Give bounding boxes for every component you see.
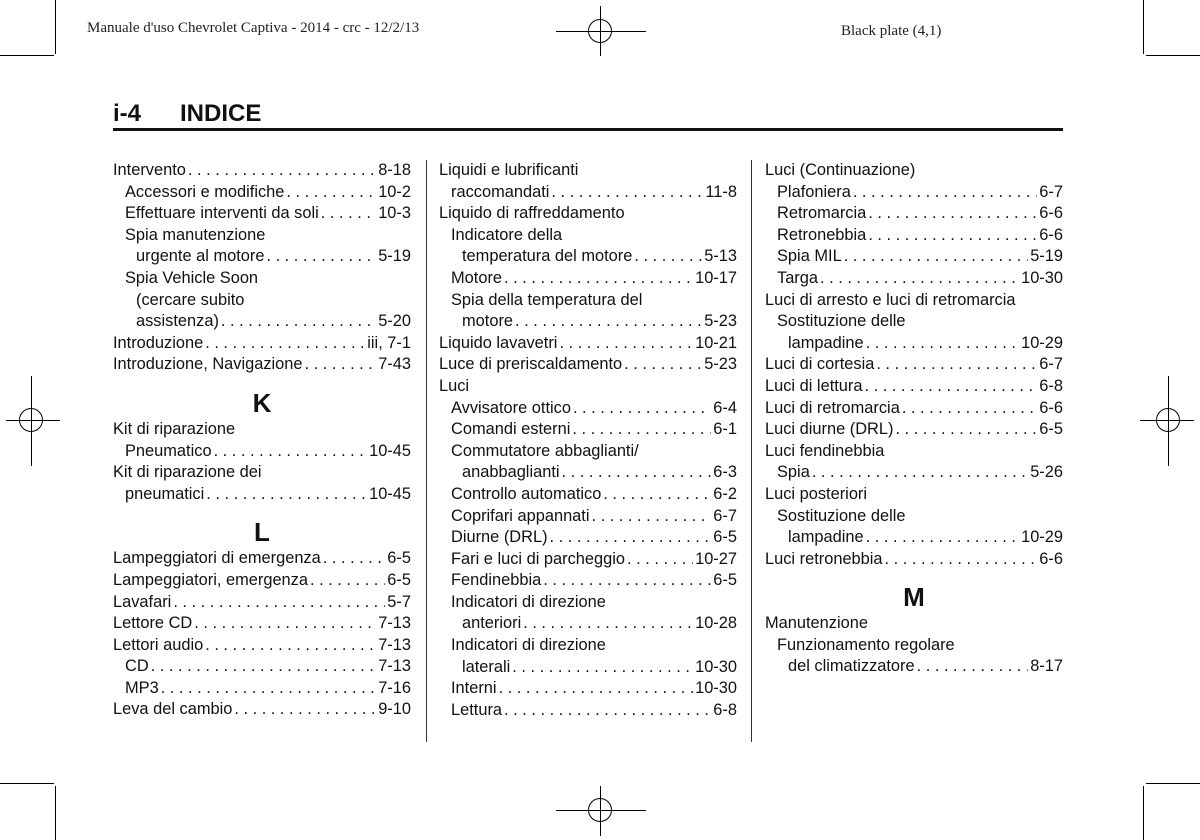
index-entry <box>113 635 411 657</box>
index-entry-page: 5-26 <box>1030 463 1063 482</box>
index-entry <box>439 592 737 614</box>
index-entry-page: 10-30 <box>695 679 737 698</box>
index-entry-text: Accessori e modifiche <box>125 182 285 201</box>
dot-leader <box>173 592 385 614</box>
dot-leader <box>592 506 712 528</box>
index-entry <box>439 225 737 247</box>
index-entry-text: urgente al motore <box>136 247 265 266</box>
index-entry-text: Luci <box>439 376 470 395</box>
index-entry-text: Interni <box>451 679 497 698</box>
index-entry-page: 6-1 <box>713 420 737 439</box>
index-entry-page: 10-21 <box>695 333 737 352</box>
index-entry-page: 5-19 <box>378 247 411 266</box>
index-entry-text: Commutatore abbaglianti/ <box>451 441 639 460</box>
index-entry <box>439 203 737 225</box>
index-entry <box>765 506 1063 528</box>
index-entry-text: Lettori audio <box>113 635 204 654</box>
index-entry <box>113 354 411 376</box>
index-entry-text: Luci posteriori <box>765 484 868 503</box>
index-entry <box>439 613 737 635</box>
index-entry-page: 10-2 <box>378 182 411 201</box>
crop-mark <box>55 786 56 840</box>
index-entry-text: lampadine <box>788 528 864 547</box>
index-entry-page: 8-17 <box>1030 657 1063 676</box>
index-entry-text: MP3 <box>125 678 159 697</box>
index-entry-text: Retronebbia <box>777 225 867 244</box>
crop-mark <box>55 0 56 54</box>
index-entry <box>765 441 1063 463</box>
crop-mark <box>1143 786 1144 840</box>
dot-leader <box>550 527 712 549</box>
index-entry <box>765 268 1063 290</box>
dot-leader <box>895 419 1037 441</box>
index-entry <box>439 549 737 571</box>
index-entry <box>765 613 1063 635</box>
heading-rule <box>113 128 1063 131</box>
index-column-1 <box>113 160 411 721</box>
dot-leader <box>194 613 376 635</box>
index-entry-text: Introduzione <box>113 333 204 352</box>
index-entry-text: pneumatici <box>125 484 205 503</box>
index-entry-text: Luci di retromarcia <box>765 398 900 417</box>
index-entry-page: 6-5 <box>1039 420 1063 439</box>
dot-leader <box>868 203 1037 225</box>
index-entry-page: 6-5 <box>713 571 737 590</box>
dot-leader <box>634 246 702 268</box>
index-entry-page: 6-5 <box>387 570 411 589</box>
index-entry-page: 10-29 <box>1021 528 1063 547</box>
dot-leader <box>868 225 1037 247</box>
index-entry-text: Funzionamento regolare <box>777 635 955 654</box>
index-entry <box>439 160 737 182</box>
dot-leader <box>624 354 702 376</box>
index-entry-page: 6-8 <box>713 700 737 719</box>
dot-leader <box>866 527 1019 549</box>
index-entry-page: 5-7 <box>387 592 411 611</box>
index-entry <box>765 290 1063 312</box>
index-entry-text: temperatura del motore <box>462 247 633 266</box>
index-entry-text: Kit di riparazione <box>113 419 236 438</box>
index-entry-text: Introduzione, Navigazione <box>113 355 303 374</box>
index-entry-page: 6-8 <box>1039 376 1063 395</box>
index-entry-text: Luci di cortesia <box>765 355 875 374</box>
index-entry-text: Leva del cambio <box>113 700 233 719</box>
index-section-letter: K <box>252 387 272 418</box>
index-entry-page: 6-4 <box>713 398 737 417</box>
dot-leader <box>812 462 1028 484</box>
index-entry-page: 5-20 <box>378 312 411 331</box>
index-entry-text: assistenza) <box>136 312 219 331</box>
index-entry <box>439 354 737 376</box>
index-entry-text: Plafoniera <box>777 182 851 201</box>
index-section-letter: M <box>903 582 925 613</box>
print-header-left: Manuale d'uso Chevrolet Captiva - 2014 - crc - 12/2/13 <box>87 20 420 36</box>
index-entry <box>113 182 411 204</box>
index-entry-text: Luci di lettura <box>765 376 863 395</box>
dot-leader <box>523 613 693 635</box>
index-entry <box>765 635 1063 657</box>
index-entry-text: Luci diurne (DRL) <box>765 420 894 439</box>
index-entry <box>439 246 737 268</box>
index-entry-text: Luci (Continuazione) <box>765 161 916 179</box>
dot-leader <box>844 246 1029 268</box>
index-entry-page: 6-6 <box>1039 204 1063 223</box>
dot-leader <box>603 484 711 506</box>
index-entry-text: del climatizzatore <box>788 657 915 676</box>
index-entry <box>765 354 1063 376</box>
dot-leader <box>515 311 702 333</box>
index-entry-text: Lavafari <box>113 592 172 611</box>
index-entry <box>113 570 411 592</box>
crop-mark <box>0 783 54 784</box>
index-entry-text: Effettuare interventi da soli <box>125 204 319 223</box>
index-entry <box>439 419 737 441</box>
dot-leader <box>885 549 1038 571</box>
index-entry <box>765 376 1063 398</box>
index-entry-page: 10-45 <box>369 484 411 503</box>
index-entry <box>765 311 1063 333</box>
page-number: i-4 <box>113 100 142 127</box>
dot-leader <box>917 656 1029 678</box>
dot-leader <box>321 203 376 225</box>
dot-leader <box>221 311 376 333</box>
index-entry-page: 6-6 <box>1039 549 1063 568</box>
index-entry-text: Indicatore della <box>451 225 563 244</box>
dot-leader <box>499 678 694 700</box>
index-entry <box>113 699 411 721</box>
dot-leader <box>572 419 711 441</box>
index-entry <box>439 268 737 290</box>
index-entry-text: Avvisatore ottico <box>451 398 571 417</box>
dot-leader <box>627 549 693 571</box>
index-entry <box>439 182 737 204</box>
index-entry <box>439 678 737 700</box>
index-column-3 <box>765 160 1063 678</box>
index-entry-text: Targa <box>777 268 818 287</box>
dot-leader <box>866 333 1019 355</box>
dot-leader <box>876 354 1037 376</box>
index-entry <box>113 419 411 441</box>
index-entry-text: Lettura <box>451 700 503 719</box>
index-entry <box>113 333 411 355</box>
index-entry <box>113 225 411 247</box>
print-header-right: Black plate (4,1) <box>841 23 942 39</box>
index-entry-page: 7-13 <box>378 614 411 633</box>
index-entry <box>765 225 1063 247</box>
index-entry <box>113 268 411 290</box>
dot-leader <box>504 700 711 722</box>
index-entry-page: 6-7 <box>1039 182 1063 201</box>
index-entry-text: Spia manutenzione <box>125 225 266 244</box>
dot-leader <box>214 441 368 463</box>
index-entry <box>765 203 1063 225</box>
index-entry-text: Spia MIL <box>777 247 842 266</box>
index-entry <box>439 311 737 333</box>
dot-leader <box>512 657 693 679</box>
index-entry-text: Lettore CD <box>113 614 193 633</box>
index-entry-page: 10-29 <box>1021 333 1063 352</box>
index-entry <box>439 527 737 549</box>
dot-leader <box>543 570 711 592</box>
crop-mark <box>0 55 54 56</box>
index-entry-text: motore <box>462 312 514 331</box>
page-title: INDICE <box>180 100 262 127</box>
index-entry-text: Lampeggiatori di emergenza <box>113 549 321 568</box>
index-entry-page: 10-27 <box>695 549 737 568</box>
index-entry-page: 6-6 <box>1039 398 1063 417</box>
dot-leader <box>310 570 385 592</box>
index-entry <box>439 484 737 506</box>
index-entry-page: 7-13 <box>378 657 411 676</box>
index-entry-page: 5-13 <box>704 247 737 266</box>
index-entry <box>113 203 411 225</box>
index-entry <box>113 290 411 312</box>
index-entry <box>439 635 737 657</box>
index-entry-page: 10-45 <box>369 441 411 460</box>
index-entry <box>439 376 737 398</box>
index-entry-page: 6-6 <box>1039 225 1063 244</box>
index-entry <box>765 419 1063 441</box>
index-entry-text: anteriori <box>462 614 522 633</box>
index-entry <box>439 700 737 722</box>
index-entry-page: 6-2 <box>713 484 737 503</box>
dot-leader <box>559 333 693 355</box>
crop-mark <box>1143 0 1144 54</box>
index-entry-page: 5-23 <box>704 355 737 374</box>
index-entry-text: (cercare subito <box>136 290 245 309</box>
index-entry <box>113 484 411 506</box>
index-entry <box>765 527 1063 549</box>
crop-mark <box>1146 783 1200 784</box>
dot-leader <box>853 182 1037 204</box>
dot-leader <box>151 656 377 678</box>
index-entry-page: 10-3 <box>378 204 411 223</box>
index-entry <box>439 398 737 420</box>
index-entry <box>113 462 411 484</box>
index-entry-text: Liquido lavavetri <box>439 333 558 352</box>
dot-leader <box>562 462 712 484</box>
index-entry <box>113 548 411 570</box>
index-entry <box>113 592 411 614</box>
index-entry-page: 10-30 <box>695 657 737 676</box>
index-entry-page: 11-8 <box>705 182 737 201</box>
index-entry <box>765 246 1063 268</box>
dot-leader <box>161 678 376 700</box>
index-entry <box>439 506 737 528</box>
index-entry <box>439 290 737 312</box>
index-entry-page: 6-5 <box>713 528 737 547</box>
dot-leader <box>205 333 365 355</box>
dot-leader <box>573 398 711 420</box>
index-entry-text: Liquidi e lubrificanti <box>439 161 579 179</box>
dot-leader <box>551 182 703 204</box>
dot-leader <box>504 268 693 290</box>
index-entry <box>113 246 411 268</box>
index-entry-text: Fendinebbia <box>451 571 542 590</box>
index-entry-text: Manutenzione <box>765 614 868 633</box>
index-entry-text: CD <box>125 657 149 676</box>
index-entry <box>765 398 1063 420</box>
index-entry-text: Spia della temperatura del <box>451 290 643 309</box>
index-entry-text: Liquido di raffreddamento <box>439 204 625 223</box>
index-entry <box>439 570 737 592</box>
dot-leader <box>206 484 367 506</box>
index-entry-page: 10-28 <box>695 614 737 633</box>
index-entry-page: 5-19 <box>1030 247 1063 266</box>
index-column-2 <box>439 160 737 721</box>
index-entry-text: Retromarcia <box>777 204 867 223</box>
index-section-letter: L <box>254 517 270 548</box>
index-entry-page: 9-10 <box>378 700 411 719</box>
column-divider <box>751 160 752 742</box>
dot-leader <box>205 635 376 657</box>
index-entry <box>113 441 411 463</box>
dot-leader <box>266 246 376 268</box>
index-entry-text: Fari e luci di parcheggio <box>451 549 626 568</box>
index-entry-text: Diurne (DRL) <box>451 528 548 547</box>
index-entry <box>113 160 411 182</box>
index-entry-text: Luci di arresto e luci di retromarcia <box>765 290 1016 309</box>
index-entry-text: Pneumatico <box>125 441 212 460</box>
index-entry-text: raccomandati <box>451 182 550 201</box>
index-entry-text: Controllo automatico <box>451 484 602 503</box>
index-entry-page: 6-7 <box>1039 355 1063 374</box>
dot-leader <box>865 376 1038 398</box>
index-entry-text: Motore <box>451 268 503 287</box>
index-entry-page: 7-43 <box>378 355 411 374</box>
index-entry <box>113 656 411 678</box>
dot-leader <box>286 182 376 204</box>
index-entry-page: 10-30 <box>1021 268 1063 287</box>
index-entry-page: 6-5 <box>387 549 411 568</box>
index-entry <box>765 160 1063 182</box>
index-entry <box>765 182 1063 204</box>
dot-leader <box>902 398 1037 420</box>
index-entry <box>439 441 737 463</box>
index-entry-page: 10-17 <box>695 268 737 287</box>
page-heading <box>113 100 261 128</box>
index-entry-page: iii, 7-1 <box>367 333 411 352</box>
index-entry-text: Sostituzione delle <box>777 506 906 525</box>
index-entry-text: Luci retronebbia <box>765 549 883 568</box>
index-entry-text: Sostituzione delle <box>777 312 906 331</box>
index-entry-text: Coprifari appannati <box>451 506 590 525</box>
dot-leader <box>305 354 377 376</box>
index-entry <box>765 656 1063 678</box>
index-entry-text: Luce di preriscaldamento <box>439 355 623 374</box>
index-entry-text: Comandi esterni <box>451 420 571 439</box>
index-entry <box>765 462 1063 484</box>
index-entry <box>113 311 411 333</box>
dot-leader <box>820 268 1019 290</box>
index-entry-text: Intervento <box>113 161 186 179</box>
dot-leader <box>323 548 386 570</box>
column-divider <box>426 160 427 742</box>
index-entry-text: Spia Vehicle Soon <box>125 268 259 287</box>
index-entry-text: laterali <box>462 657 511 676</box>
dot-leader <box>234 699 376 721</box>
index-entry-text: anabbaglianti <box>462 463 560 482</box>
index-entry <box>113 678 411 700</box>
index-entry-page: 7-13 <box>378 635 411 654</box>
index-entry-text: Luci fendinebbia <box>765 441 885 460</box>
index-entry-text: lampadine <box>788 333 864 352</box>
index-entry-page: 5-23 <box>704 312 737 331</box>
index-entry-page: 6-3 <box>713 463 737 482</box>
index-entry <box>765 484 1063 506</box>
index-entry <box>439 462 737 484</box>
crop-mark <box>1146 55 1200 56</box>
index-entry <box>113 613 411 635</box>
index-entry-text: Indicatori di direzione <box>451 636 606 655</box>
index-entry <box>765 549 1063 571</box>
dot-leader <box>188 160 376 182</box>
index-entry <box>765 333 1063 355</box>
index-entry <box>439 333 737 355</box>
index-entry-text: Lampeggiatori, emergenza <box>113 570 308 589</box>
index-entry-text: Kit di riparazione dei <box>113 463 262 482</box>
index-entry-page: 6-7 <box>713 506 737 525</box>
index-entry-page: 8-18 <box>378 161 411 179</box>
index-entry-text: Spia <box>777 463 810 482</box>
index-entry-page: 7-16 <box>378 678 411 697</box>
index-entry-text: Indicatori di direzione <box>451 592 606 611</box>
index-entry <box>439 657 737 679</box>
